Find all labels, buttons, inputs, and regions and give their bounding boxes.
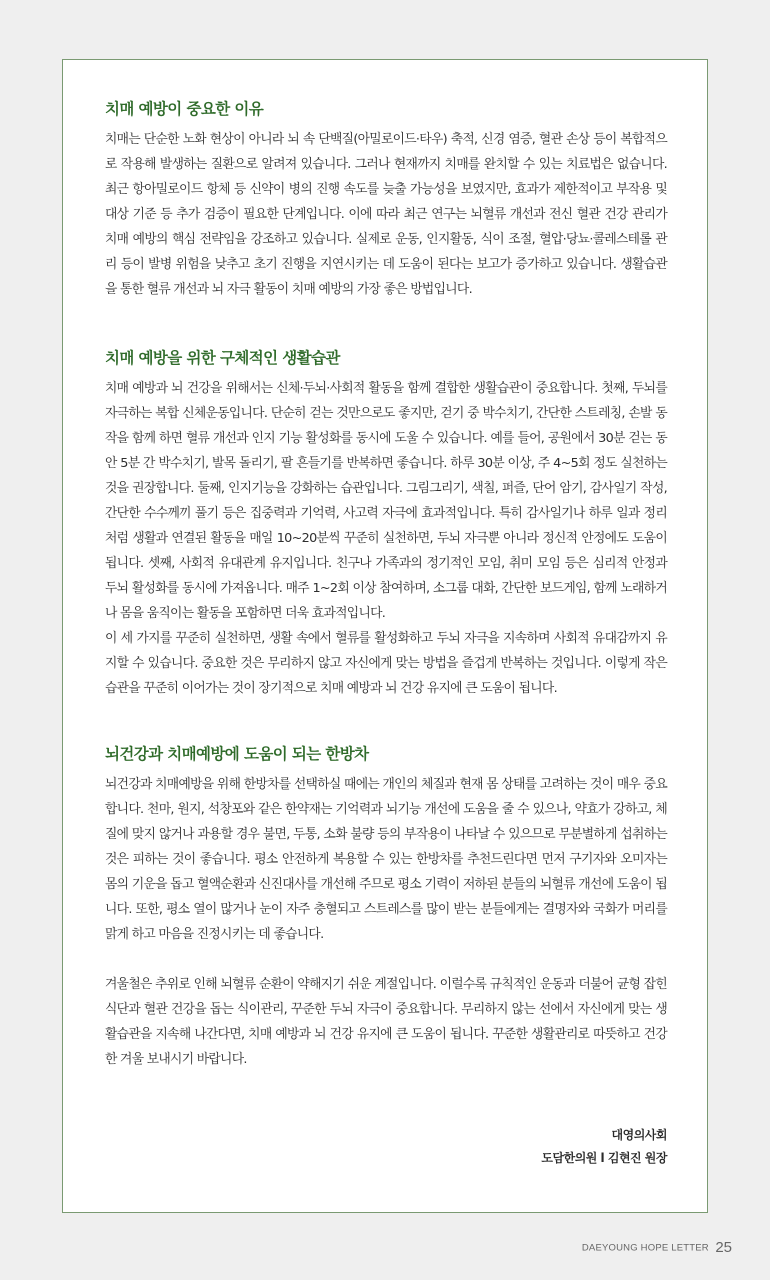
section-paragraph: 치매는 단순한 노화 현상이 아니라 뇌 속 단백질(아밀로이드·타우) 축적, 신경 염증, 혈관 손상 등이 복합적으로 작용해 발생하는 질환으로 알려져 있습니다. 그러나 현재까지 치매를 완치할 수 있는 치료법은 없습니다. 최근 항아밀로이드 항체 등 신약이 병의 진행 속도를 늦출 가능성을 보였지만, 효과가 제한적이고 부작용 및 대상 기준 등 추가 검증이 필요한 단계입니다. 이에 따라 최근 연구는 뇌혈류 개선과 전신 혈관 건강 관리가 치매 예방의 핵심 전략임을 강조하고 있습니다. 실제로 운동, 인지활동, 식이 조절, 혈압·당뇨·콜레스테롤 관리 등이 발병 위험을 낮추고 초기 진행을 지연시키는 데 도움이 된다는 보고가 증가하고 있습니다. 생활습관을 통한 혈류 개선과 뇌 자극 활동이 치매 예방의 가장 좋은 방법입니다.	[105, 132, 667, 297]
section-title: 뇌건강과 치매예방에 도움이 되는 한방차	[105, 745, 369, 763]
section-title: 치매 예방이 중요한 이유	[105, 100, 264, 118]
section-spacer	[105, 302, 667, 347]
section-paragraph: 겨울철은 추위로 인해 뇌혈류 순환이 약해지기 쉬운 계절입니다. 이럴수록 규칙적인 운동과 더불어 균형 잡힌 식단과 혈관 건강을 돕는 식이관리, 꾸준한 두뇌 자극이 중요합니다. 무리하지 않는 선에서 자신에게 맞는 생활습관을 지속해 나간다면, 치매 예방과 뇌 건강 유지에 큰 도움이 됩니다. 꾸준한 생활관리로 따뜻하고 건강한 겨울 보내시기 바랍니다.	[105, 977, 667, 1067]
section-paragraph: 이 세 가지를 꾸준히 실천하면, 생활 속에서 혈류를 활성화하고 두뇌 자극을 지속하며 사회적 유대감까지 유지할 수 있습니다. 중요한 것은 무리하지 않고 자신에게 맞는 방법을 즐겁게 반복하는 것입니다. 이렇게 작은 습관을 꾸준히 이어가는 것이 장기적으로 치매 예방과 뇌 건강 유지에 큰 도움이 됩니다.	[105, 631, 667, 696]
section-spacer	[105, 701, 667, 743]
signature-block	[541, 1124, 667, 1170]
paragraph-spacer	[105, 947, 667, 972]
article-frame	[62, 59, 708, 1213]
footer-brand: DAEYOUNG HOPE LETTER	[581, 1242, 709, 1254]
section-title: 치매 예방을 위한 구체적인 생활습관	[105, 349, 340, 367]
article-body	[105, 98, 667, 1072]
signature-author: 도담한의원 l 김현진 원장	[541, 1151, 667, 1165]
page-number: 25	[715, 1239, 732, 1257]
section-paragraph: 치매 예방과 뇌 건강을 위해서는 신체·두뇌·사회적 활동을 함께 결합한 생활습관이 중요합니다. 첫째, 두뇌를 자극하는 복합 신체운동입니다. 단순히 걷는 것만으로도 좋지만, 걷기 중 박수치기, 간단한 스트레칭, 손발 동작을 함께 하면 혈류 개선과 인지 기능 활성화를 동시에 도울 수 있습니다. 예를 들어, 공원에서 30분 걷는 동안 5분 간 박수치기, 발목 돌리기, 팔 흔들기를 반복하면 좋습니다. 하루 30분 이상, 주 4~5회 정도 실천하는 것을 권장합니다. 둘째, 인지기능을 강화하는 습관입니다. 그림그리기, 색칠, 퍼즐, 단어 암기, 감사일기 작성, 간단한 수수께끼 풀기 등은 집중력과 기억력, 사고력 자극에 효과적입니다. 특히 감사일기나 하루 일과 정리처럼 생활과 연결된 활동을 매일 10~20분씩 꾸준히 실천하면, 두뇌 자극뿐 아니라 정신적 안정에도 도움이 됩니다. 셋째, 사회적 유대관계 유지입니다. 친구나 가족과의 정기적인 모임, 취미 모임 등은 심리적 안정과 두뇌 활성화를 동시에 가져옵니다. 매주 1~2회 이상 참여하며, 소그룹 대화, 간단한 보드게임, 함께 노래하거나 몸을 움직이는 활동을 포함하면 더욱 효과적입니다.	[105, 381, 667, 621]
page-footer	[582, 1239, 732, 1257]
signature-org: 대영의사회	[611, 1128, 667, 1142]
section-paragraph: 뇌건강과 치매예방을 위해 한방차를 선택하실 때에는 개인의 체질과 현재 몸 상태를 고려하는 것이 매우 중요합니다. 천마, 원지, 석창포와 같은 한약재는 기억력과 뇌기능 개선에 도움을 줄 수 있으나, 약효가 강하고, 체질에 맞지 않거나 과용할 경우 불면, 두통, 소화 불량 등의 부작용이 나타날 수 있으므로 무분별하게 섭취하는 것은 피하는 것이 좋습니다. 평소 안전하게 복용할 수 있는 한방차를 추천드린다면 먼저 구기자와 오미자는 몸의 기운을 돕고 혈액순환과 신진대사를 개선해 주므로 평소 기력이 저하된 분들의 뇌혈류 개선에 도움이 됩니다. 또한, 평소 열이 많거나 눈이 자주 충혈되고 스트레스를 많이 받는 분들에게는 결명자와 국화가 머리를 맑게 하고 마음을 진정시키는 데 좋습니다.	[105, 777, 667, 942]
